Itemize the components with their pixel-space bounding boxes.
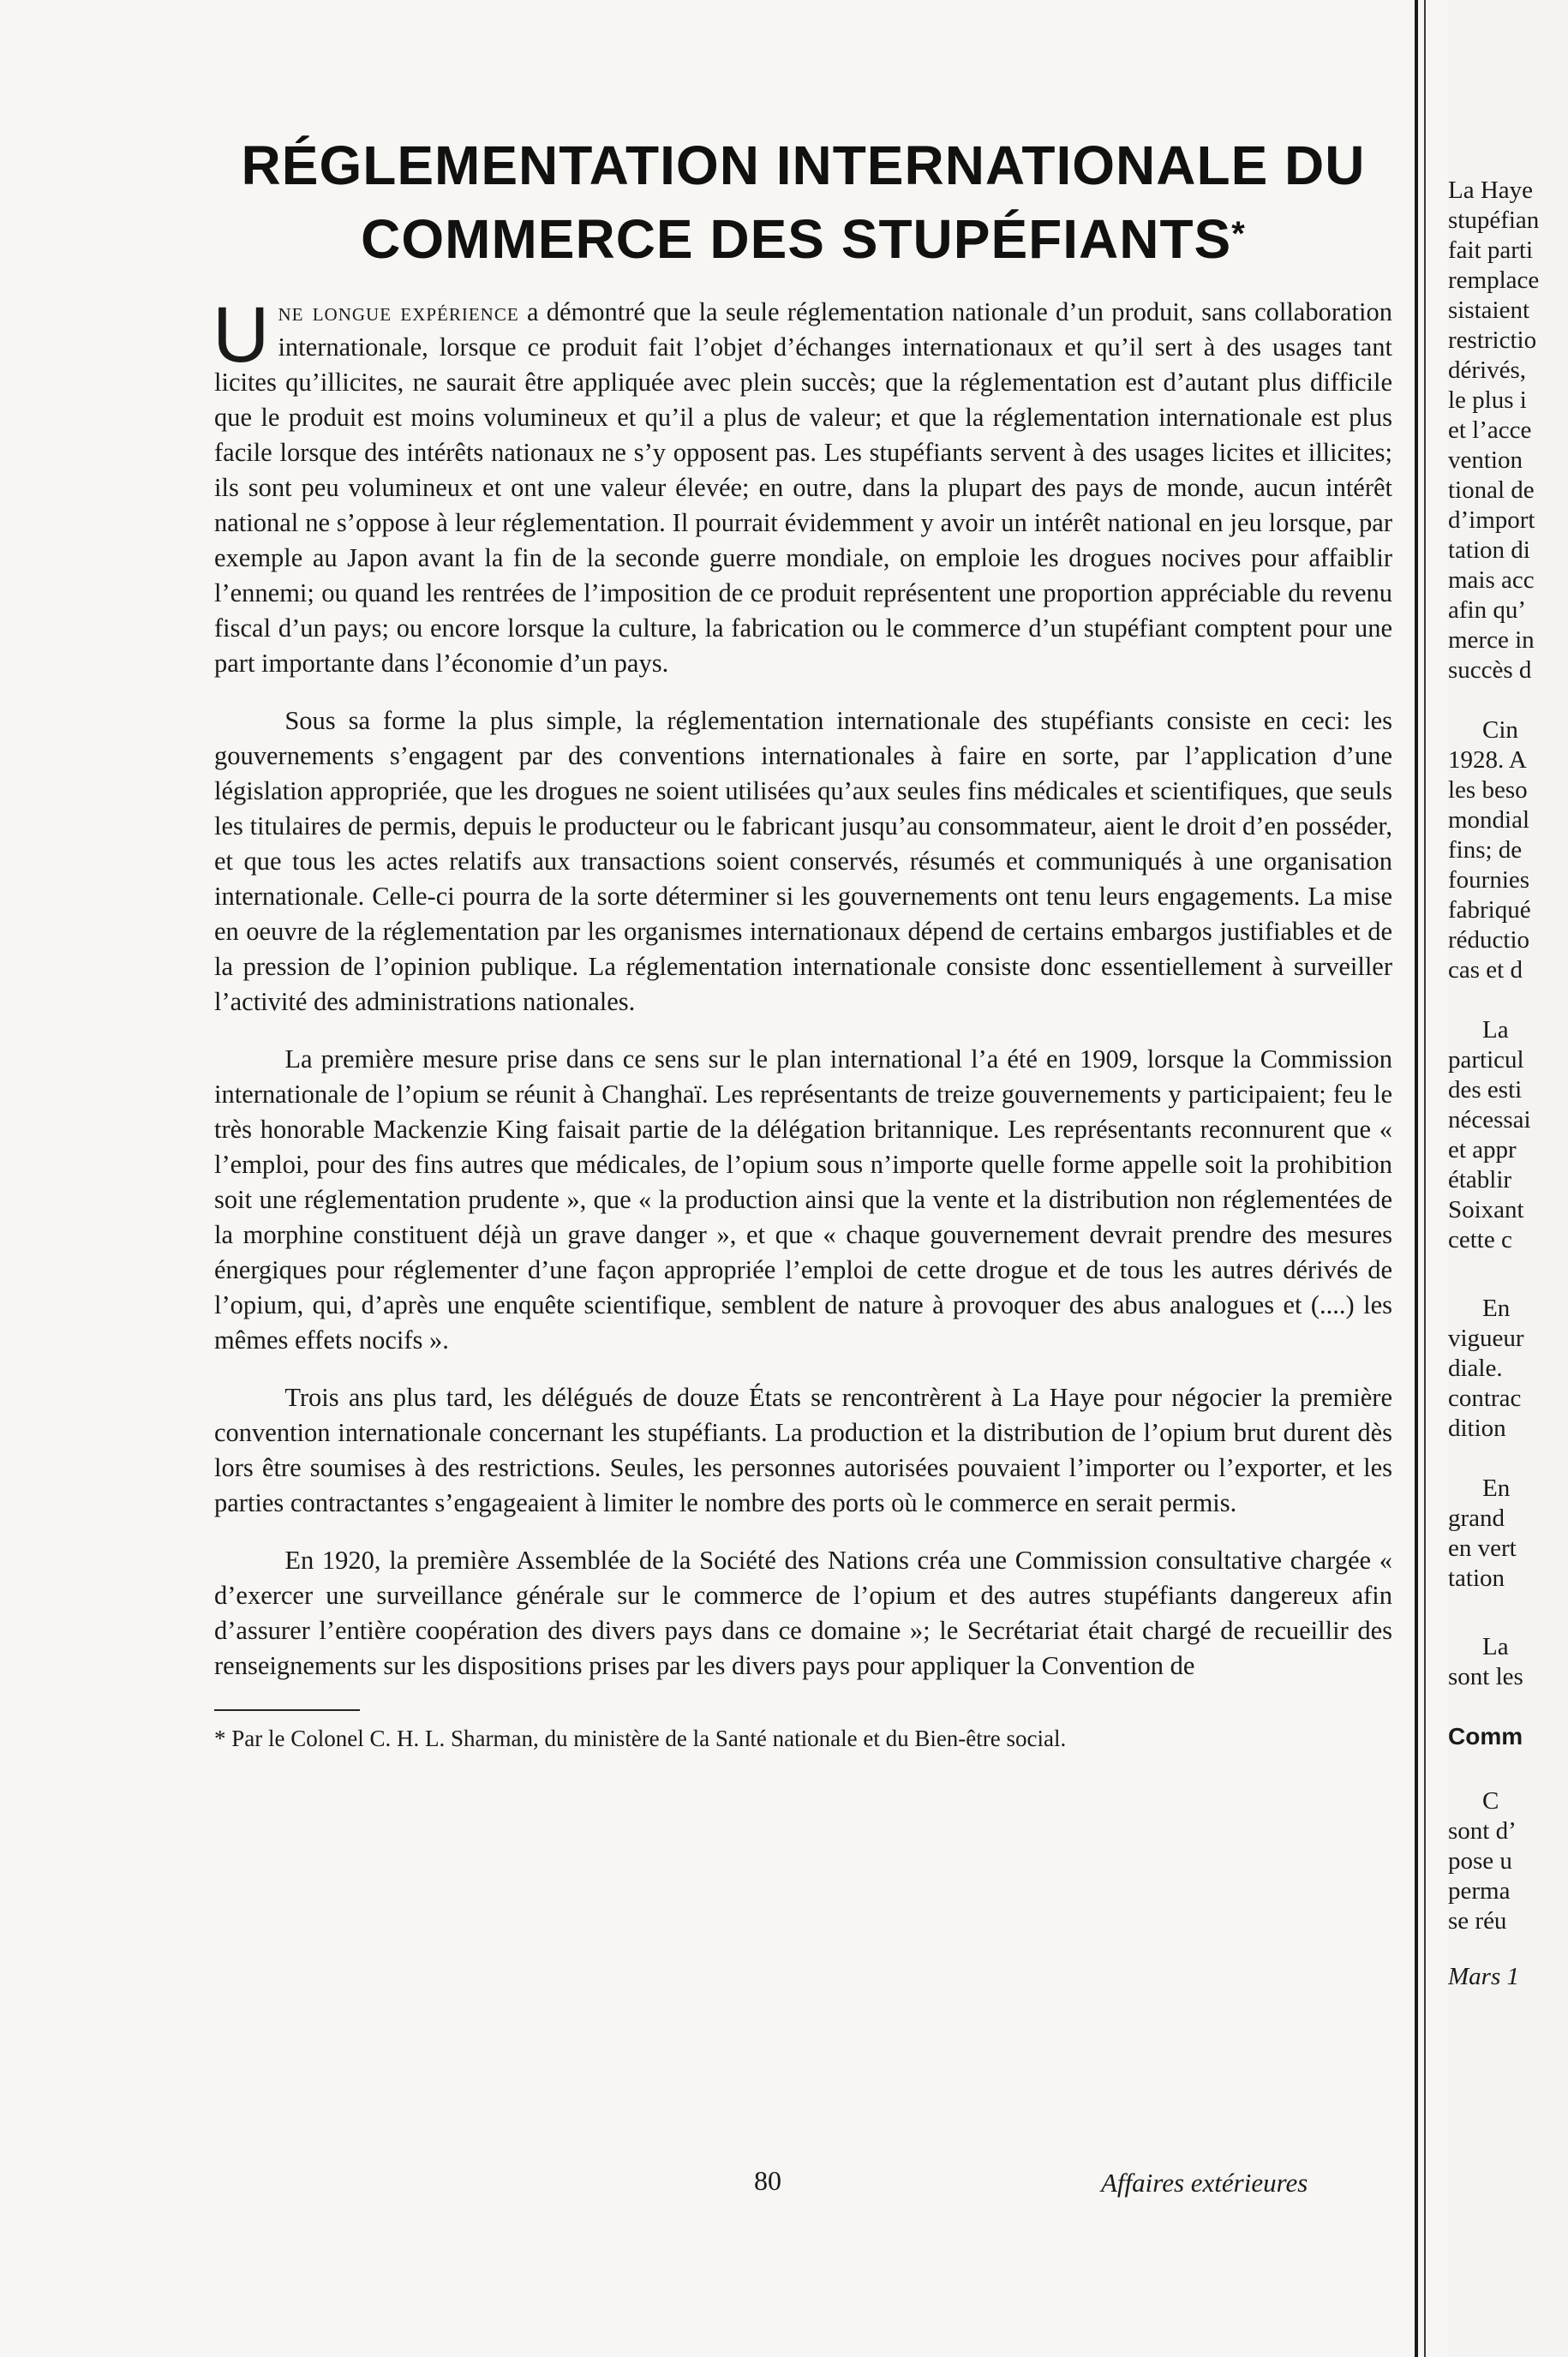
facing-page-line: le plus i (1448, 386, 1527, 414)
facing-page-line: et l’acce (1448, 416, 1532, 444)
facing-page-line: dérivés, (1448, 356, 1526, 384)
facing-page-line: Soixant (1448, 1196, 1524, 1223)
facing-page-line: tation di (1448, 536, 1530, 564)
facing-page-line: La (1482, 1016, 1509, 1044)
running-title: Affaires extérieures (1101, 2168, 1308, 2198)
page-number: 80 (754, 2165, 781, 2196)
facing-page-line: sont d’ (1448, 1817, 1517, 1845)
facing-page-line: fabriqué (1448, 896, 1531, 924)
facing-page-line: se réu (1448, 1907, 1507, 1935)
article-title (214, 129, 1392, 276)
facing-page-line: La (1482, 1633, 1509, 1660)
paragraph-1 (212, 291, 1392, 681)
facing-page-line: contrac (1448, 1385, 1522, 1412)
drop-cap: U (212, 291, 270, 379)
facing-page-line: nécessai (1448, 1106, 1531, 1134)
title-line-1: RÉGLEMENTATION INTERNATIONALE DU (241, 135, 1366, 196)
title-footnote-mark: * (1231, 215, 1246, 253)
facing-page-line: Mars 1 (1448, 1963, 1519, 1990)
facing-page-line: d’import (1448, 506, 1535, 534)
paragraph-3: La première mesure prise dans ce sens sur le plan international l’a été en 1909, lorsque la Commission internationale de l’opium se réunit à Changhaï. Les représentants de treize gouvernements y participaient; feu le très honorable Mackenzie King faisait partie de la délégation britannique. Les représentants reconnurent que « l’emploi, pour des fins autres que médicales, de l’opium sous n’importe quelle forme appelle soit la prohibition soit une réglementation prudente », que « la production ainsi que la vente et la distribution non réglementées de la morphine constituent déjà un grave danger », et que « chaque gouvernement devrait prendre des mesures énergiques pour réglementer d’une façon appropriée l’emploi de cette drogue et de tous les autres dérivés de l’opium, qui, d’après une enquête scientifique, semblent de nature à provoquer des abus analogues et (....) les mêmes effets nocifs ». (214, 1044, 1392, 1355)
facing-page-line: des esti (1448, 1076, 1523, 1104)
paragraph-5: En 1920, la première Assemblée de la Société des Nations créa une Commission consultative chargée « d’exercer une surveillance générale sur le commerce de l’opium et des autres stupéfiants dangereux afin d’assurer l’entière coopération des divers pays dans ce domaine »; le Secrétariat était chargé de recueillir des renseignements sur les dispositions prises par les divers pays pour appliquer la Convention de (214, 1546, 1392, 1680)
gutter-line (1415, 0, 1418, 2357)
facing-page-line: vigueur (1448, 1325, 1524, 1352)
paragraph-1-text: a démontré que la seule réglementation nationale d’un produit, sans collaboration internationale, lorsque ce produit fait l’objet d’échanges internationaux et qu’il sert à des usages tant licites qu’illicites, ne saurait être appliquée avec plein succès; que la réglementation est d’autant plus difficile que le produit est moins volumineux et qu’il a plus de valeur; et que la réglementation internationale est plus facile lorsque des intérêts nationaux ne s’y opposent pas. Les stupéfiants servent à des usages licites et illicites; ils sont peu volumineux et ont une valeur élevée; en outre, dans la plupart des pays de monde, aucun intérêt national ne s’oppose à leur réglementation. Il pourrait évidemment y avoir un intérêt national en jeu lorsque, par exemple au Japon avant la fin de la seconde guerre mondiale, on emploie les drogues nocives pour affaiblir l’ennemi; ou quand les rentrées de l’imposition de ce produit représentent une proportion appréciable du revenu fiscal d’un pays; ou encore lorsque la culture, la fabrication ou le commerce d’un stupéfiant comptent pour une part importante dans l’économie d’un pays. (214, 297, 1392, 678)
facing-page-line: La Haye (1448, 176, 1534, 204)
paragraph-4: Trois ans plus tard, les délégués de douze États se rencontrèrent à La Haye pour négocier la première convention internationale concernant les stupéfiants. La production et la distribution de l’opium brut durent dès lors être soumises à des restrictions. Seules, les personnes autorisées pouvaient l’importer ou l’exporter, et les parties contractantes s’engageaient à limiter le nombre des ports où le commerce en serait permis. (214, 1383, 1392, 1517)
facing-page-line: cette c (1448, 1226, 1512, 1253)
facing-page-line: fait parti (1448, 236, 1534, 264)
title-line-2 (214, 202, 1392, 276)
facing-page-line: particul (1448, 1046, 1524, 1074)
gutter-line-inner (1424, 0, 1426, 2357)
facing-page-line: remplace (1448, 266, 1540, 294)
lead-smallcaps: ne longue expérience (278, 297, 519, 326)
facing-page-line: mais acc (1448, 566, 1535, 594)
facing-page-line: afin qu’ (1448, 596, 1526, 624)
facing-page-line: Comm (1448, 1723, 1523, 1750)
facing-page-line: et appr (1448, 1136, 1517, 1164)
facing-page-line: dition (1448, 1415, 1506, 1442)
main-page (214, 129, 1392, 1754)
footnote-rule (214, 1709, 360, 1711)
facing-page-line: tation (1448, 1564, 1505, 1592)
facing-page-line: cas et d (1448, 956, 1523, 984)
article-body (212, 291, 1392, 1684)
facing-page-line: réductio (1448, 926, 1530, 954)
facing-page-line: Cin (1482, 716, 1518, 744)
facing-page-line: en vert (1448, 1534, 1517, 1562)
facing-page-line: En (1482, 1295, 1511, 1322)
footnote: * Par le Colonel C. H. L. Sharman, du ministère de la Santé nationale et du Bien-être social. (214, 1726, 1067, 1751)
facing-page-line: les beso (1448, 776, 1528, 804)
facing-page-line: fins; de (1448, 836, 1523, 864)
facing-page-line: En (1482, 1475, 1511, 1502)
facing-page-line: succès d (1448, 656, 1532, 684)
facing-page-line: 1928. A (1448, 746, 1527, 774)
facing-page-line: stupéfian (1448, 206, 1540, 234)
facing-page-line: mondial (1448, 806, 1530, 834)
facing-page-line: merce in (1448, 626, 1535, 654)
facing-page-line: diale. (1448, 1355, 1503, 1382)
facing-page-line: pose u (1448, 1847, 1512, 1875)
title-line-2-text: COMMERCE DES STUPÉFIANTS (361, 208, 1232, 270)
facing-page-line: sont les (1448, 1663, 1523, 1690)
facing-page-line: restrictio (1448, 326, 1537, 354)
facing-page-line: sistaient (1448, 296, 1530, 324)
facing-page-line: C (1482, 1787, 1499, 1815)
facing-page-line: vention (1448, 446, 1523, 474)
facing-page-line: fournies (1448, 866, 1530, 894)
facing-page-line: tional de (1448, 476, 1535, 504)
facing-page-line: grand (1448, 1505, 1505, 1532)
facing-page-line: établir (1448, 1166, 1512, 1193)
facing-page-fragment (1448, 0, 1568, 2357)
paragraph-2: Sous sa forme la plus simple, la réglementation internationale des stupéfiants consiste en ceci: les gouvernements s’engagent par des conventions internationales à faire en sorte, par l’application d’une législation appropriée, que les drogues ne soient utilisées qu’aux seules fins médicales et scientifiques, que seuls les titulaires de permis, depuis le producteur ou le fabricant jusqu’au consommateur, aient le droit d’en posséder, et que tous les actes relatifs aux transactions soient conservés, résumés et communiqués à une organisation internationale. Celle-ci pourra de la sorte déterminer si les gouvernements ont tenu leurs engagements. La mise en oeuvre de la réglementation par les organismes internationaux dépend de certains embargos justifiables et de la pression de l’opinion publique. La réglementation internationale consiste donc essentiellement à surveiller l’activité des administrations nationales. (214, 706, 1392, 1016)
facing-page-line: perma (1448, 1877, 1511, 1905)
